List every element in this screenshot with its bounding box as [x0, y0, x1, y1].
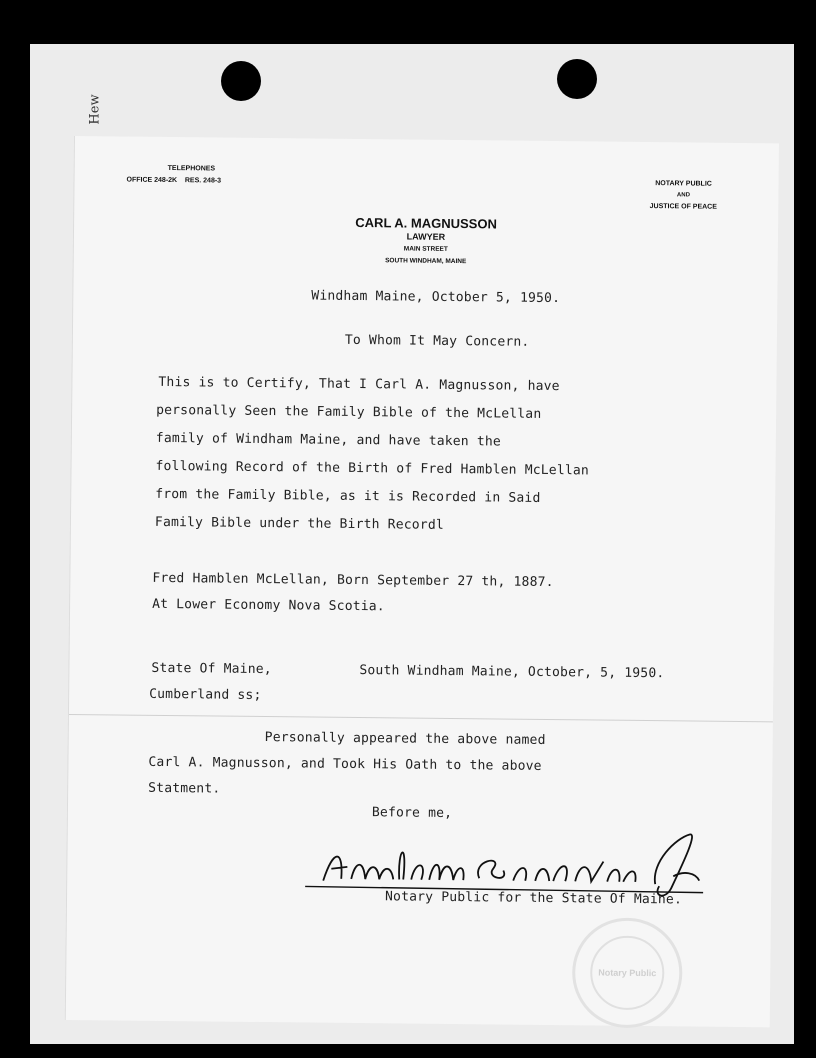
and-label: AND [676, 192, 690, 199]
venue-state: State Of Maine, [151, 660, 272, 678]
res-phone: RES. 248-3 [184, 177, 222, 185]
oath-line: Statment. [148, 780, 221, 797]
telephone-numbers [127, 177, 222, 185]
body-line: This is to Certify, That I Carl A. Magnusson, have [158, 374, 560, 395]
body-line: from the Family Bible, as it is Recorded in Said [155, 486, 541, 506]
venue-date: South Windham Maine, October, 5, 1950. [359, 663, 665, 682]
oath-line: Personally appeared the above named [264, 730, 546, 748]
venue-county: Cumberland ss; [149, 686, 262, 703]
body-line: personally Seen the Family Bible of the McLellan [156, 402, 542, 422]
oath-line: Carl A. Magnusson, and Took His Oath to the above [148, 754, 542, 774]
telephones-label: TELEPHONES [167, 164, 216, 173]
punch-hole-right [557, 59, 597, 99]
letterhead-name: CARL A. MAGNUSSON [355, 214, 497, 232]
notary-line: Notary Public for the State Of Maine. [384, 889, 683, 908]
body-line: Family Bible under the Birth Recordl [154, 514, 444, 533]
salutation: To Whom It May Concern. [344, 332, 530, 350]
record-line: At Lower Economy Nova Scotia. [152, 596, 385, 615]
notary-public-label: NOTARY PUBLIC [655, 180, 712, 188]
body-line: following Record of the Birth of Fred Hamblen McLellan [155, 458, 590, 479]
letterhead-city: SOUTH WINDHAM, MAINE [385, 257, 467, 266]
punch-hole-left [221, 61, 261, 101]
justice-of-peace-label: JUSTICE OF PEACE [649, 203, 717, 211]
seal-text: Notary Public [598, 967, 657, 978]
before-me: Before me, [371, 805, 453, 821]
letter-sheet [65, 136, 779, 1027]
fold-line [69, 714, 773, 722]
dateline: Windham Maine, October 5, 1950. [311, 288, 561, 307]
notary-seal [572, 917, 683, 1028]
letterhead-street: MAIN STREET [403, 245, 448, 253]
office-phone: OFFICE 248-2K [126, 176, 178, 185]
handwritten-note: Hew [87, 94, 103, 125]
letterhead-title: LAWYER [406, 231, 446, 242]
body-line: family of Windham Maine, and have taken the [155, 430, 502, 450]
record-line: Fred Hamblen McLellan, Born September 27 th, 1887. [152, 570, 554, 591]
seal-inner [590, 935, 665, 1010]
